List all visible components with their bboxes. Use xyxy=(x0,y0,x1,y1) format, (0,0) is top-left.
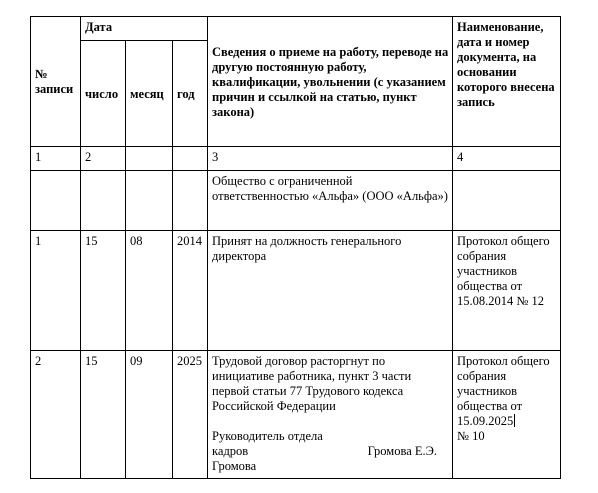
record-month: 08 xyxy=(126,231,173,351)
index-cell-blank-year xyxy=(173,147,208,171)
header-record-number: № записи xyxy=(31,17,81,147)
index-cell-blank-month xyxy=(126,147,173,171)
header-row-top xyxy=(31,17,561,41)
record-info-with-signature xyxy=(208,351,453,479)
organization-name: Общество с ограниченной ответственностью «Альфа» (ООО «Альфа») xyxy=(208,171,453,231)
work-record-table xyxy=(30,16,561,479)
text-cursor xyxy=(514,414,515,427)
header-record-info: Сведения о приеме на работу, переводе на другую постоянную работу, квалификации, увольнении (с указанием причин и ссылкой на статью, пункт закона) xyxy=(208,17,453,147)
index-cell-1: 1 xyxy=(31,147,81,171)
dismissal-text: Трудовой договор расторгнут по инициативе работника, пункт 3 части первой статьи 77 Трудового кодекса Российской Федерации xyxy=(212,354,412,413)
header-date: Дата xyxy=(81,17,208,41)
header-day: число xyxy=(81,41,126,147)
org-cell-year xyxy=(173,171,208,231)
header-month: месяц xyxy=(126,41,173,147)
signature-row xyxy=(212,444,449,459)
record-document xyxy=(453,351,561,479)
work-record-sheet xyxy=(30,16,561,479)
record-day: 15 xyxy=(81,231,126,351)
record-year: 2014 xyxy=(173,231,208,351)
document-text: Протокол общего собрания участников общества от 15.09.2025 xyxy=(457,354,550,428)
record-document: Протокол общего собрания участников общества от 15.08.2014 № 12 xyxy=(453,231,561,351)
record-number: 2 xyxy=(31,351,81,479)
record-month: 09 xyxy=(126,351,173,479)
index-row xyxy=(31,147,561,171)
record-row xyxy=(31,231,561,351)
index-cell-4: 4 xyxy=(453,147,561,171)
document-number: № 10 xyxy=(457,429,485,443)
index-cell-2: 2 xyxy=(81,147,126,171)
signature: Громова Е.Э. xyxy=(367,444,438,458)
org-cell-doc xyxy=(453,171,561,231)
header-document: Наименование, дата и номер документа, на основании которого внесена запись xyxy=(453,17,561,147)
record-year: 2025 xyxy=(173,351,208,479)
org-cell-month xyxy=(126,171,173,231)
record-row xyxy=(31,351,561,479)
org-cell-day xyxy=(81,171,126,231)
org-cell-num xyxy=(31,171,81,231)
record-number: 1 xyxy=(31,231,81,351)
organization-row xyxy=(31,171,561,231)
record-day: 15 xyxy=(81,351,126,479)
signatory-name: Громова xyxy=(212,459,257,473)
index-cell-3: 3 xyxy=(208,147,453,171)
header-year: год xyxy=(173,41,208,147)
signatory-role-line1: Руководитель отдела xyxy=(212,429,323,443)
signatory-role-line2: кадров xyxy=(212,444,249,458)
record-info: Принят на должность генерального директора xyxy=(208,231,453,351)
